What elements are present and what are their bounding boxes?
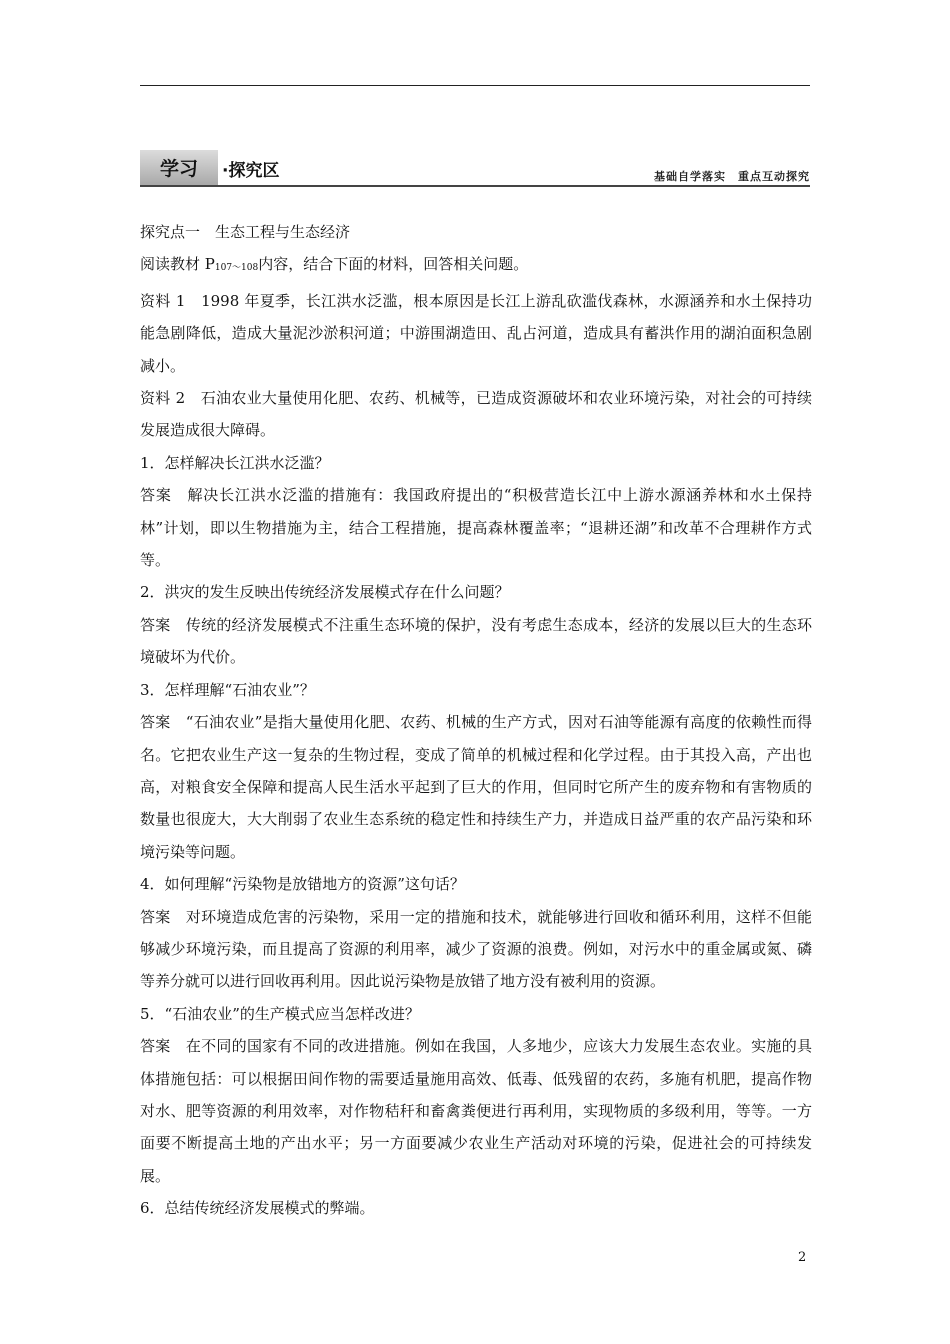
- banner-rule: [140, 185, 810, 187]
- banner-subtitle: ·探究区: [222, 161, 280, 181]
- reading-prefix: 阅读教材 P: [140, 255, 215, 274]
- question-5: 5．“石油农业”的生产模式应当怎样改进？: [140, 1004, 420, 1023]
- reading-instruction: [140, 248, 812, 284]
- main-content: [140, 216, 812, 1225]
- section-banner: [140, 150, 810, 187]
- answer-4: 答案 对环境造成危害的污染物，采用一定的措施和技术，就能够进行回收和循环利用，这样不但能够减少环境污染，而且提高了资源的利用率，减少了资源的浪费。例如，对污水中的重金属或氮、磷等养分就可以进行回收再利用。因此说污染物是放错了地方没有被利用的资源。: [140, 907, 812, 991]
- answer-1: 答案 解决长江洪水泛滥的措施有：我国政府提出的“积极营造长江中上游水源涵养林和水土保持林”计划，即以生物措施为主，结合工程措施，提高森林覆盖率；“退耕还湖”和改革不合理耕作方式等。: [140, 486, 812, 570]
- question-2: 2．洪灾的发生反映出传统经济发展模式存在什么问题？: [140, 583, 510, 602]
- page-number: 2: [798, 1250, 807, 1265]
- answer-2: 答案 传统的经济发展模式不注重生态环境的保护，没有考虑生态成本，经济的发展以巨大的生态环境破坏为代价。: [140, 615, 812, 667]
- section-title: 探究点一 生态工程与生态经济: [140, 223, 351, 241]
- reading-pages: 107～108: [214, 263, 259, 274]
- material-2: 资料 2 石油农业大量使用化肥、农药、机械等，已造成资源破坏和农业环境污染，对社会的可持续发展造成很大障碍。: [140, 389, 812, 440]
- top-rule: [140, 85, 810, 86]
- question-3: 3．怎样理解“石油农业”？: [140, 680, 315, 699]
- banner-right-text: 基础自学落实 重点互动探究: [654, 170, 810, 183]
- answer-3: 答案 “石油农业”是指大量使用化肥、农药、机械的生产方式，因对石油等能源有高度的依赖性而得名。它把农业生产这一复杂的生物过程，变成了简单的机械过程和化学过程。由于其投入高，产出也高，对粮食安全保障和提高人民生活水平起到了巨大的作用，但同时它所产生的废弃物和有害物质的数量也很庞大，大大削弱了农业生态系统的稳定性和持续生产力，并造成日益严重的农产品污染和环境污染等问题。: [140, 713, 812, 861]
- question-6: 6．总结传统经济发展模式的弊端。: [140, 1199, 375, 1218]
- answer-5: 答案 在不同的国家有不同的改进措施。例如在我国，人多地少，应该大力发展生态农业。实施的具体措施包括：可以根据田间作物的需要适量施用高效、低毒、低残留的农药，多施有机肥，提高作物对水、肥等资源的利用效率，对作物秸秆和畜禽粪便进行再利用，实现物质的多级利用，等等。一方面要不断提高土地的产出水平；另一方面要减少农业生产活动对环境的污染，促进社会的可持续发展。: [140, 1037, 812, 1185]
- material-1: 资料 1 1998 年夏季，长江洪水泛滥，根本原因是长江上游乱砍滥伐森林，水源涵养和水土保持功能急剧降低，造成大量泥沙淤积河道；中游围湖造田、乱占河道，造成具有蓄洪作用的湖泊面积急剧减小。: [140, 291, 812, 375]
- question-1: 1．怎样解决长江洪水泛滥？: [140, 453, 330, 472]
- question-4: 4．如何理解“污染物是放错地方的资源”这句话？: [140, 875, 465, 894]
- banner-tab: 学习: [140, 150, 218, 185]
- reading-suffix: 内容，结合下面的材料，回答相关问题。: [258, 255, 529, 274]
